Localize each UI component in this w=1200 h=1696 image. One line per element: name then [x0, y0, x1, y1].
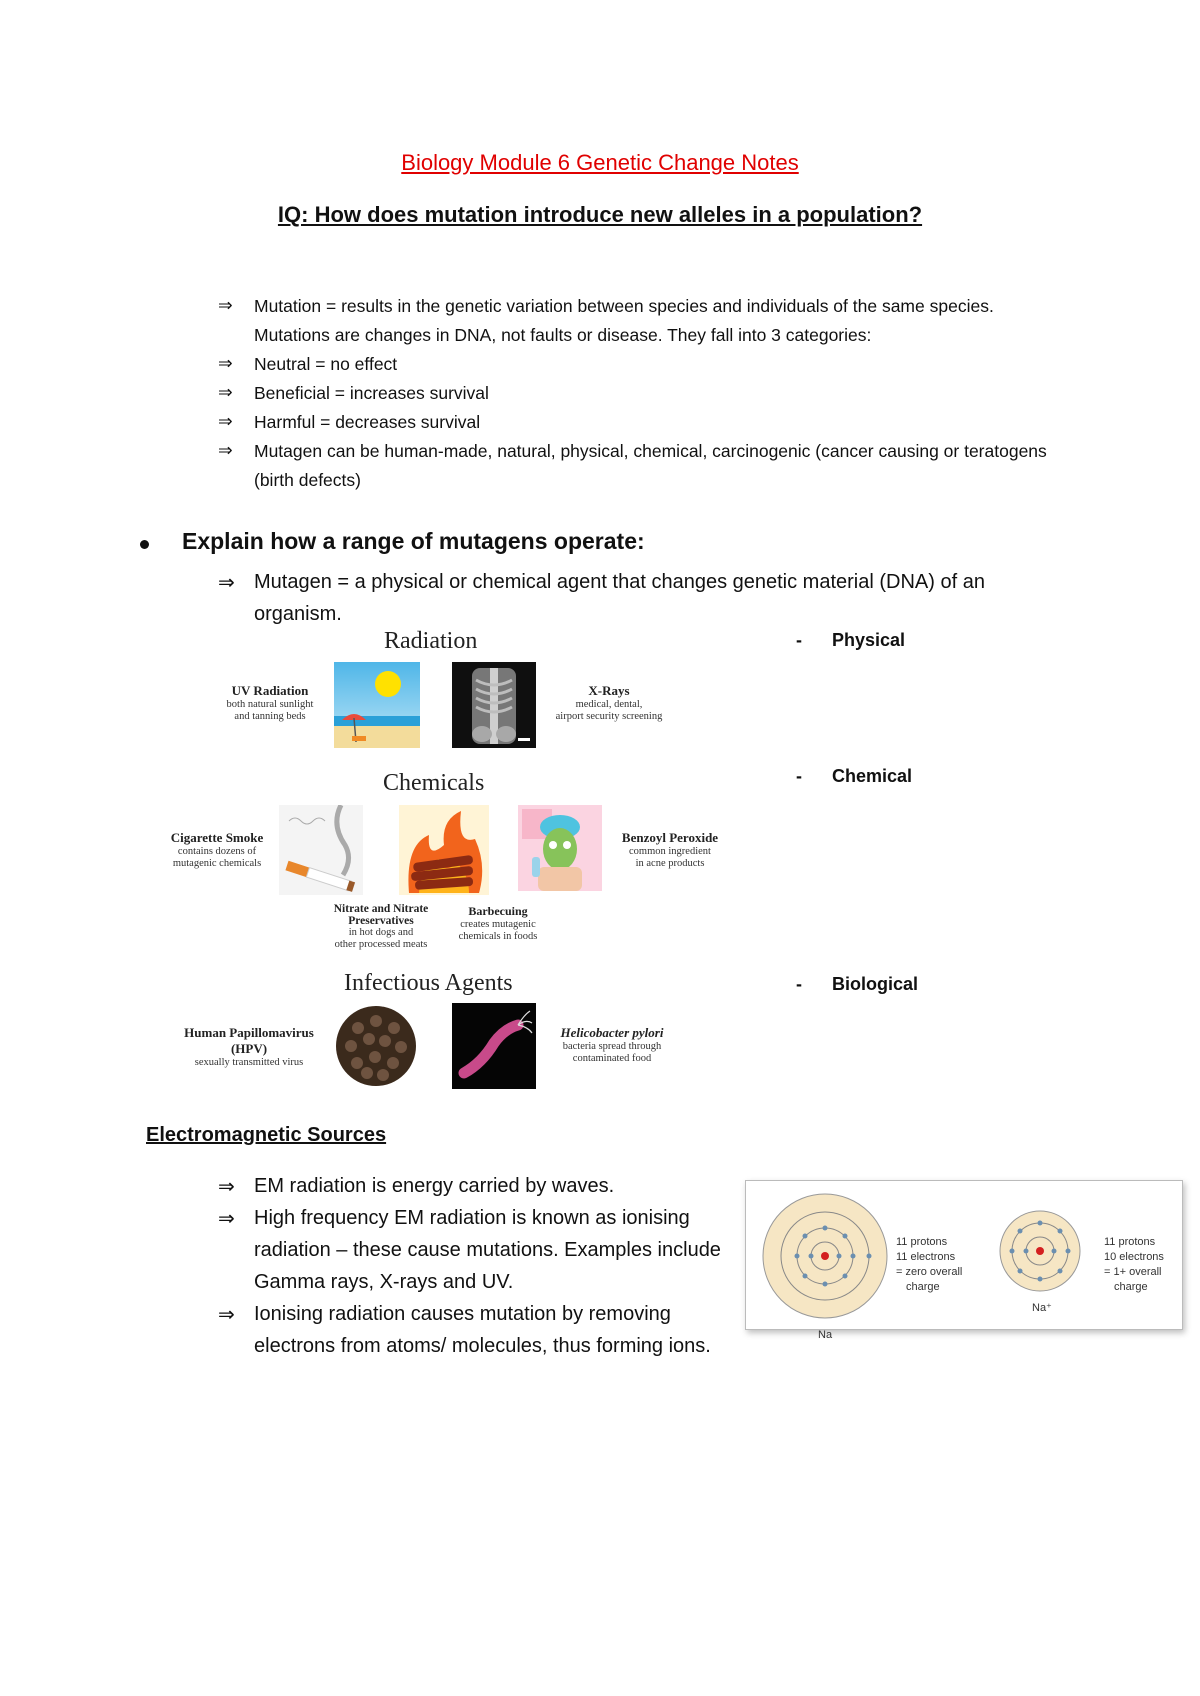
ion-label: 11 protons 10 electrons = 1+ overall charge — [1104, 1236, 1164, 1293]
xray-image — [452, 662, 536, 748]
list-item: ⇒ Harmful = decreases survival — [218, 408, 1058, 437]
arrow-icon: ⇒ — [218, 1302, 235, 1326]
arrow-icon: ⇒ — [218, 383, 233, 403]
arrow-icon: ⇒ — [218, 1206, 235, 1230]
hpv-caption: Human Papillomavirus (HPV) sexually transmitted virus — [184, 1025, 314, 1068]
label-physical: - Physical — [796, 630, 906, 650]
barbecue-image — [399, 805, 489, 895]
bullet-icon — [140, 540, 149, 549]
chemicals-title: Chemicals — [383, 770, 485, 796]
xray-caption: X-Rays medical, dental, airport security screening — [555, 683, 663, 722]
list-item: ⇒ Beneficial = increases survival — [218, 379, 1058, 408]
label-chemical: - Chemical — [796, 766, 913, 786]
smoke-caption: Cigarette Smoke contains dozens of mutagenic chemicals — [170, 830, 264, 869]
nitrate-caption: Nitrate and Nitrate Preservatives in hot dogs and other processed meats — [333, 903, 429, 950]
list-item: ⇒ Ionising radiation causes mutation by removing electrons from atoms/ molecules, thus forming ions. — [218, 1298, 738, 1362]
list-item: ⇒ High frequency EM radiation is known as ionising radiation – these cause mutations. Examples include Gamma rays, X-rays and UV. — [218, 1202, 738, 1298]
arrow-icon: ⇒ — [218, 412, 233, 432]
neutral-atom-symbol: Na — [818, 1329, 833, 1341]
label-biological: - Biological — [796, 974, 919, 994]
beach-sun-image — [334, 662, 420, 748]
sodium-atom-diagram — [760, 1191, 890, 1321]
em-heading: Electromagnetic Sources — [146, 1124, 387, 1146]
arrow-icon: ⇒ — [218, 354, 233, 374]
hpylori-caption: Helicobacter pylori bacteria spread through contaminated food — [560, 1025, 664, 1064]
list-item: ⇒ EM radiation is energy carried by waves. — [218, 1170, 738, 1202]
arrow-icon: ⇒ — [218, 441, 233, 461]
uv-caption: UV Radiation both natural sunlight and tanning beds — [226, 683, 314, 722]
page-title: Biology Module 6 Genetic Change Notes — [401, 150, 799, 175]
explain-heading: Explain how a range of mutagens operate: — [140, 528, 645, 555]
intro-list — [218, 292, 1058, 495]
bacteria-image — [452, 1003, 536, 1089]
hpv-virus-image — [333, 1003, 419, 1089]
neutral-atom-label: 11 protons 11 electrons = zero overall charge — [896, 1236, 963, 1293]
ion-diagram — [745, 1180, 1183, 1341]
face-mask-image — [518, 805, 602, 891]
arrow-icon: ⇒ — [218, 296, 233, 316]
mutagen-definition: ⇒ Mutagen = a physical or chemical agent that changes genetic material (DNA) of an organism. — [218, 566, 1058, 630]
cigarette-image — [279, 805, 363, 895]
sodium-ion-diagram — [998, 1209, 1082, 1293]
arrow-icon: ⇒ — [218, 1174, 235, 1198]
inquiry-question: IQ: How does mutation introduce new alleles in a population? — [277, 202, 923, 227]
em-list — [218, 1170, 738, 1362]
ion-symbol: Na⁺ — [1032, 1302, 1052, 1314]
list-item: ⇒ Neutral = no effect — [218, 350, 1058, 379]
arrow-icon: ⇒ — [218, 570, 235, 594]
list-item: ⇒ Mutation = results in the genetic variation between species and individuals of the same species. Mutations are changes in DNA, not faults or disease. They fall into 3 categories: — [218, 292, 1058, 350]
benzoyl-caption: Benzoyl Peroxide common ingredient in acne products — [621, 830, 719, 869]
infectious-title: Infectious Agents — [344, 970, 513, 996]
bbq-caption: Barbecuing creates mutagenic chemicals in foods — [458, 904, 538, 942]
list-item: ⇒ Mutagen can be human-made, natural, physical, chemical, carcinogenic (cancer causing or teratogens (birth defects) — [218, 437, 1058, 495]
radiation-title: Radiation — [384, 628, 478, 654]
